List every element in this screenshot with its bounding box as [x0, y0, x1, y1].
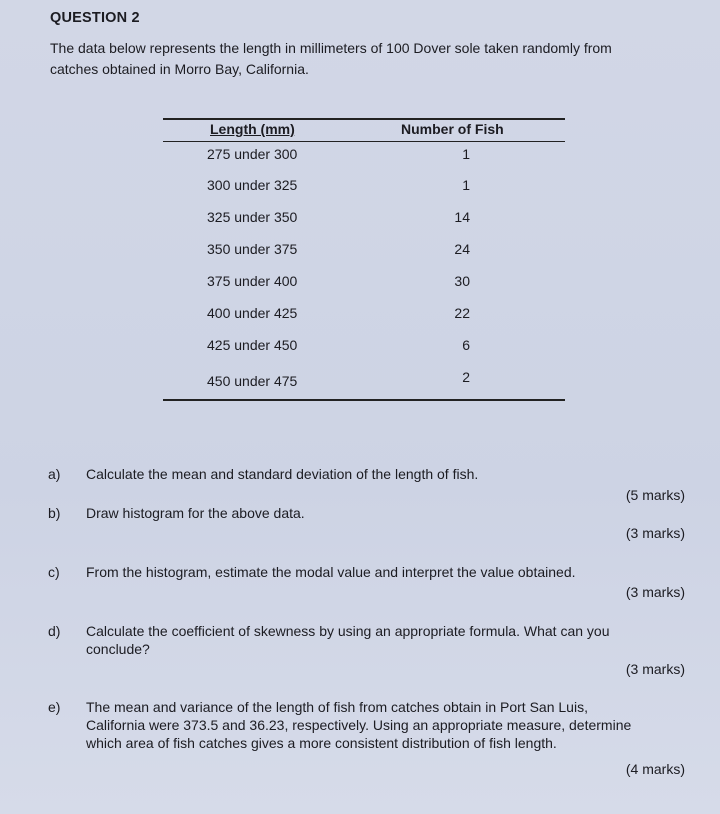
- part-a: [48, 465, 688, 485]
- part-b-label: b): [48, 505, 61, 521]
- class-interval: 375 under 400: [207, 273, 298, 289]
- question-title: QUESTION 2: [50, 10, 140, 26]
- table-row: [0, 305, 720, 327]
- part-b: [48, 504, 688, 524]
- frequency: 6: [462, 337, 470, 353]
- question-intro: [50, 38, 690, 80]
- intro-line-2: catches obtained in Morro Bay, California.: [50, 61, 309, 77]
- table-bottom-rule: [163, 399, 565, 401]
- part-b-marks: (3 marks): [625, 525, 685, 541]
- class-interval: 350 under 375: [207, 241, 298, 257]
- table-row: [0, 273, 720, 295]
- part-d-marks: (3 marks): [625, 661, 685, 677]
- table-row: [0, 177, 720, 199]
- part-e-line-1: The mean and variance of the length of fish from catches obtain in Port San Luis,: [86, 699, 588, 715]
- part-d-line-1: Calculate the coefficient of skewness by using an appropriate formula. What can you: [86, 623, 610, 639]
- frequency: 22: [454, 305, 470, 321]
- frequency: 30: [454, 273, 470, 289]
- part-e-label: e): [48, 699, 61, 715]
- intro-line-1: The data below represents the length in millimeters of 100 Dover sole taken randomly from: [50, 40, 612, 56]
- part-d: [48, 622, 688, 662]
- part-a-text: Calculate the mean and standard deviation of the length of fish.: [86, 466, 479, 482]
- part-c-text: From the histogram, estimate the modal value and interpret the value obtained.: [86, 564, 576, 580]
- part-d-text: [86, 622, 686, 658]
- part-e-text: [86, 698, 686, 752]
- frequency: 24: [454, 241, 470, 257]
- part-e: [48, 698, 688, 756]
- part-b-text: Draw histogram for the above data.: [86, 505, 305, 521]
- part-e-marks: (4 marks): [625, 761, 685, 777]
- part-e-line-3: which area of fish catches gives a more consistent distribution of fish length.: [86, 735, 557, 751]
- header-number-of-fish: Number of Fish: [401, 121, 504, 137]
- part-c-label: c): [48, 564, 60, 580]
- part-a-marks: (5 marks): [625, 487, 685, 503]
- class-interval: 425 under 450: [207, 337, 298, 353]
- header-length: Length (mm): [210, 121, 295, 137]
- frequency: 1: [462, 177, 470, 193]
- frequency: 14: [454, 209, 470, 225]
- part-a-label: a): [48, 466, 61, 482]
- part-c: [48, 563, 688, 583]
- part-d-label: d): [48, 623, 61, 639]
- frequency: 2: [462, 369, 470, 385]
- class-interval: 325 under 350: [207, 209, 298, 225]
- table-row: [0, 241, 720, 263]
- class-interval: 450 under 475: [207, 373, 298, 389]
- table-top-rule: [163, 118, 565, 120]
- table-row: [0, 337, 720, 359]
- part-d-line-2: conclude?: [86, 641, 150, 657]
- table-row: [0, 369, 720, 395]
- table-row: [0, 209, 720, 231]
- class-interval: 300 under 325: [207, 177, 298, 193]
- table-row: [0, 146, 720, 168]
- part-e-line-2: California were 373.5 and 36.23, respectively. Using an appropriate measure, determine: [86, 717, 632, 733]
- table-header-rule: [163, 141, 565, 142]
- frequency: 1: [462, 146, 470, 162]
- class-interval: 400 under 425: [207, 305, 298, 321]
- part-c-marks: (3 marks): [625, 584, 685, 600]
- class-interval: 275 under 300: [207, 146, 298, 162]
